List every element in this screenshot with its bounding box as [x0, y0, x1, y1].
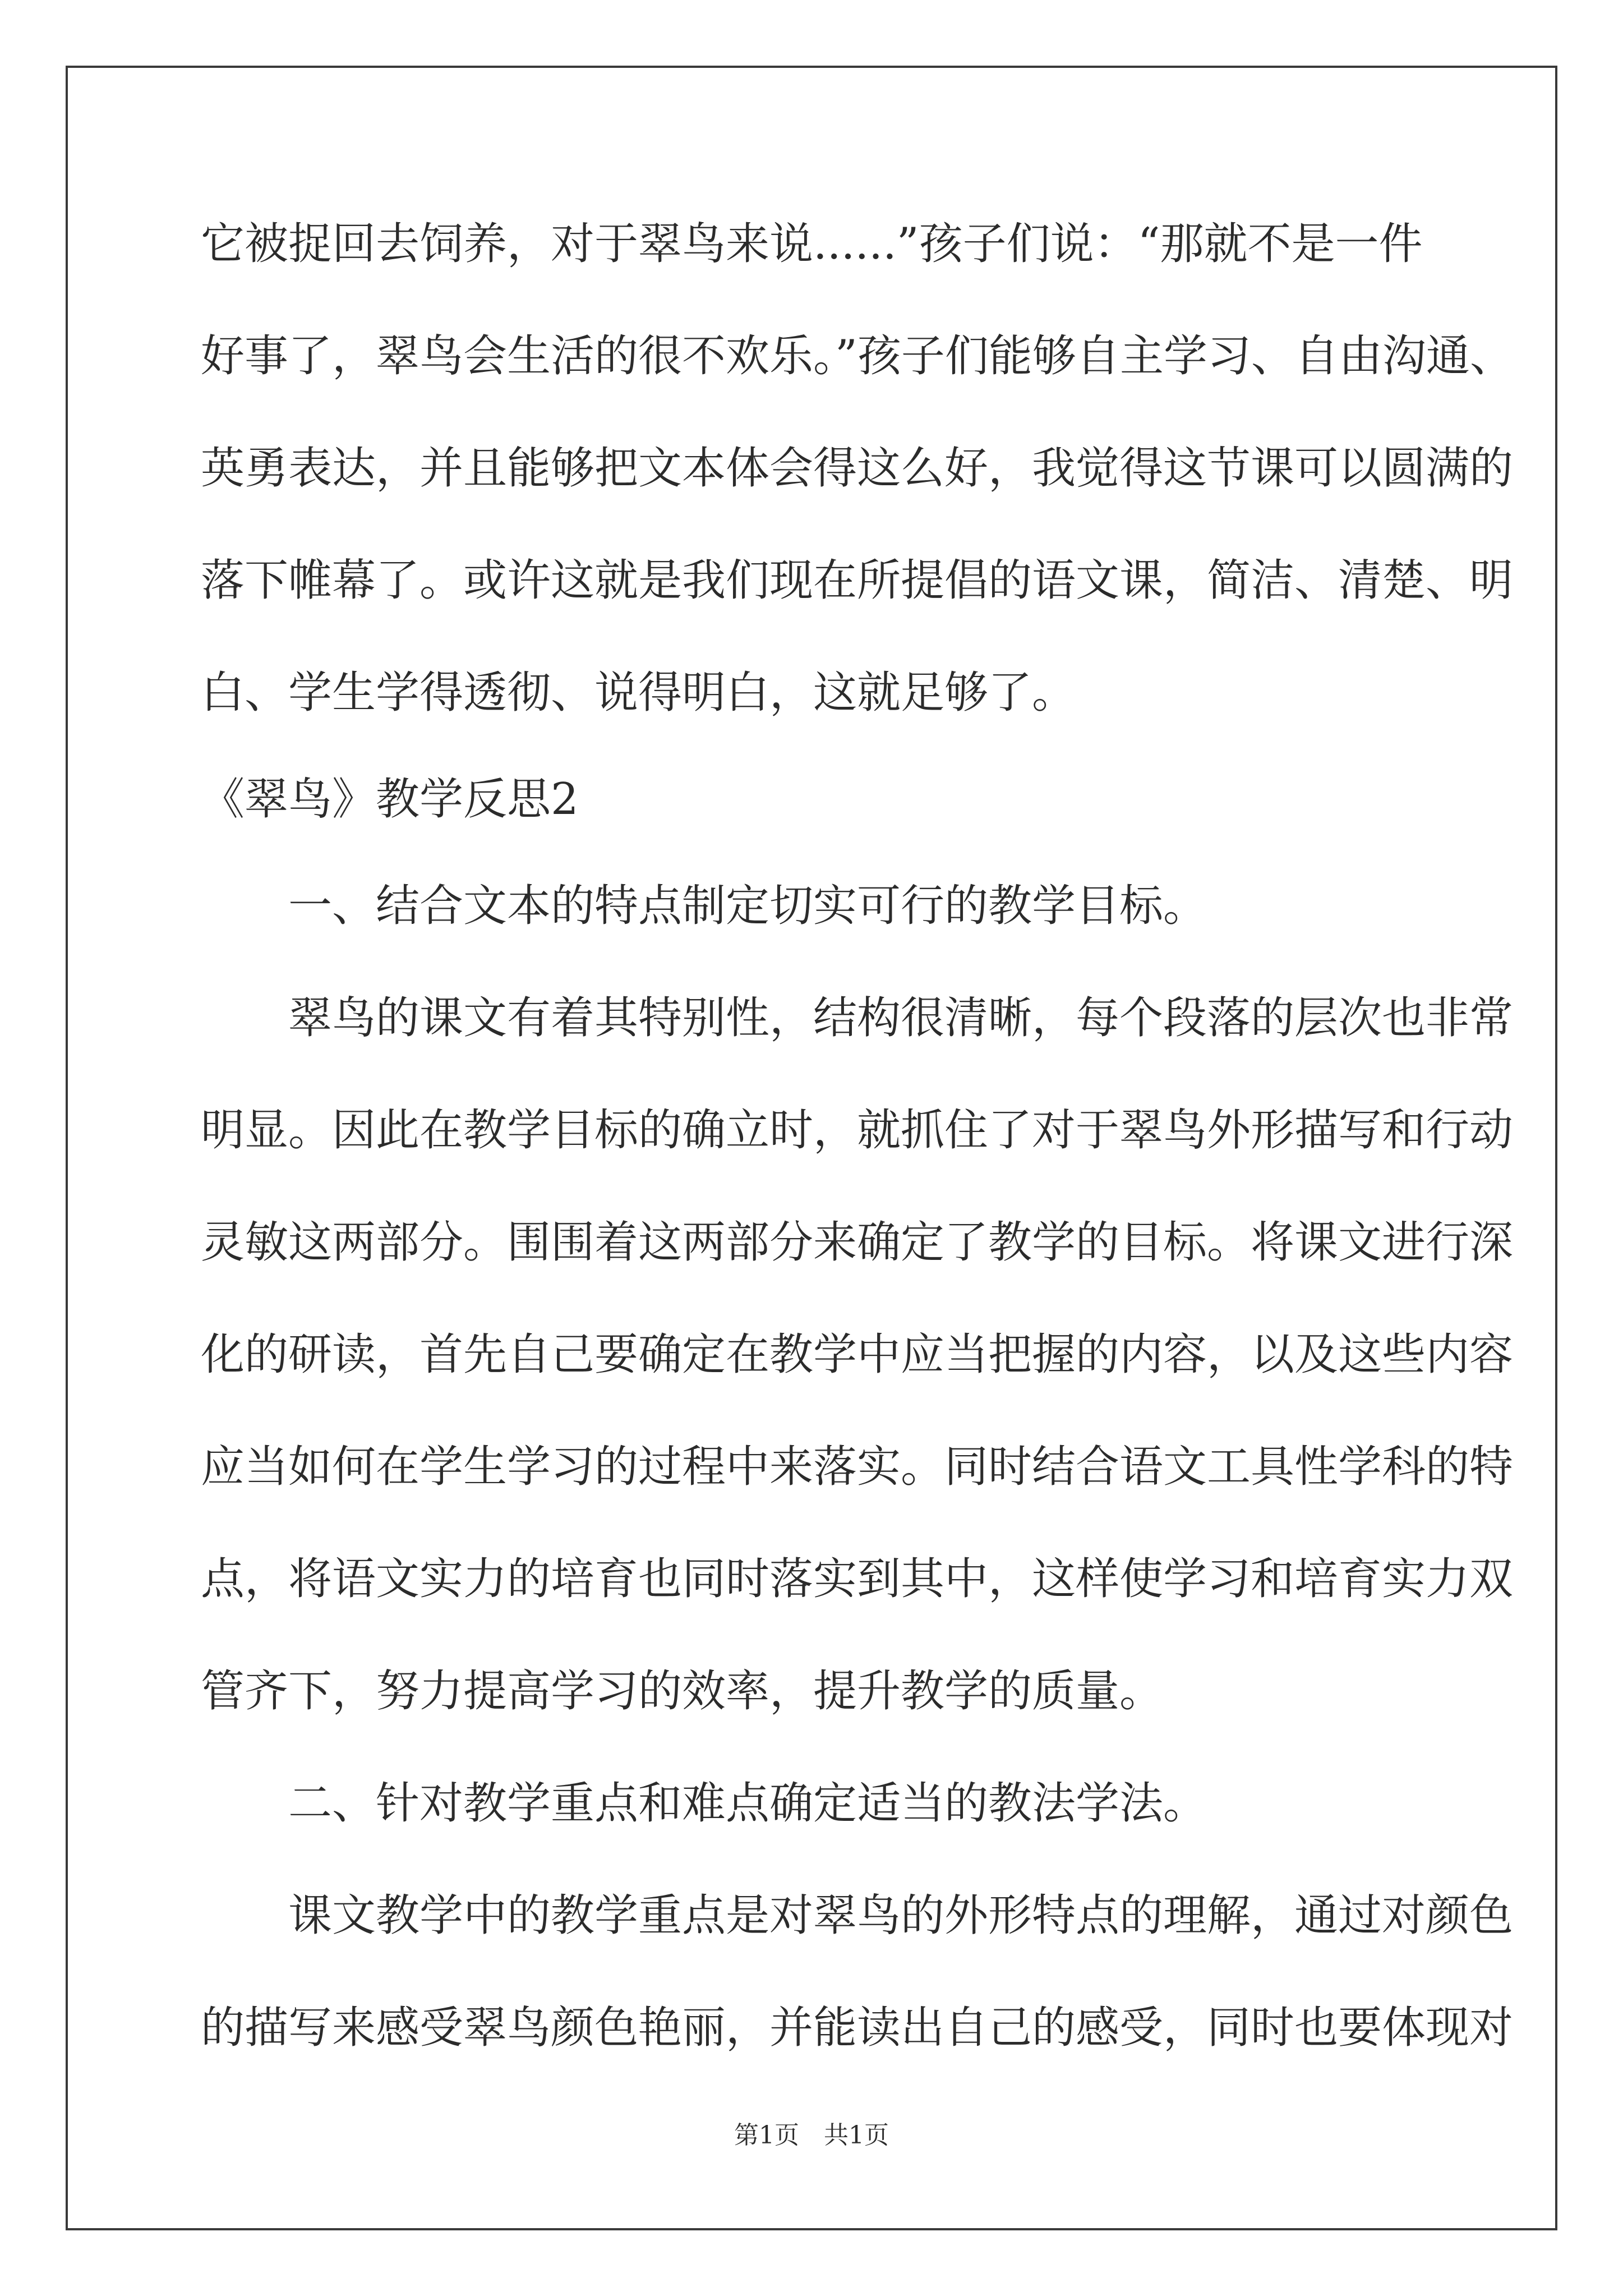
text-line: 一、结合文本的特点制定切实可行的教学目标。	[201, 881, 1207, 931]
page-number-footer: 第1页 共1页	[734, 2121, 889, 2150]
section-heading: 《翠鸟》教学反思2	[201, 774, 579, 825]
text-line: 白、学生学得透彻、说得明白，这就足够了。	[201, 668, 1076, 718]
text-line: 课文教学中的教学重点是对翠鸟的外形特点的理解，通过对颜色	[201, 1890, 1514, 1941]
text-line: 的描写来感受翠鸟颜色艳丽，并能读出自己的感受，同时也要体现对	[201, 2003, 1514, 2053]
text-line: 英勇表达，并且能够把文本体会得这么好，我觉得这节课可以圆满的	[201, 443, 1514, 494]
text-line: 管齐下，努力提高学习的效率，提升教学的质量。	[201, 1666, 1164, 1717]
text-line: 翠鸟的课文有着其特别性，结构很清晰，每个段落的层次也非常	[201, 993, 1514, 1043]
text-line: 二、针对教学重点和难点确定适当的教法学法。	[201, 1778, 1207, 1829]
text-line: 化的研读，首先自己要确定在教学中应当把握的内容，以及这些内容	[201, 1329, 1514, 1380]
text-line: 点，将语文实力的培育也同时落实到其中，这样使学习和培育实力双	[201, 1554, 1514, 1604]
text-line: 它被捉回去饲养，对于翠鸟来说......”孩子们说：“那就不是一件	[201, 219, 1423, 269]
text-line: 明显。因此在教学目标的确立时，就抓住了对于翠鸟外形描写和行动	[201, 1105, 1514, 1156]
text-line: 灵敏这两部分。围围着这两部分来确定了教学的目标。将课文进行深	[201, 1217, 1514, 1268]
text-line: 应当如何在学生学习的过程中来落实。同时结合语文工具性学科的特	[201, 1442, 1514, 1492]
text-line: 落下帷幕了。或许这就是我们现在所提倡的语文课，简洁、清楚、明	[201, 555, 1514, 606]
text-line: 好事了，翠鸟会生活的很不欢乐。”孩子们能够自主学习、自由沟通、	[201, 331, 1514, 381]
